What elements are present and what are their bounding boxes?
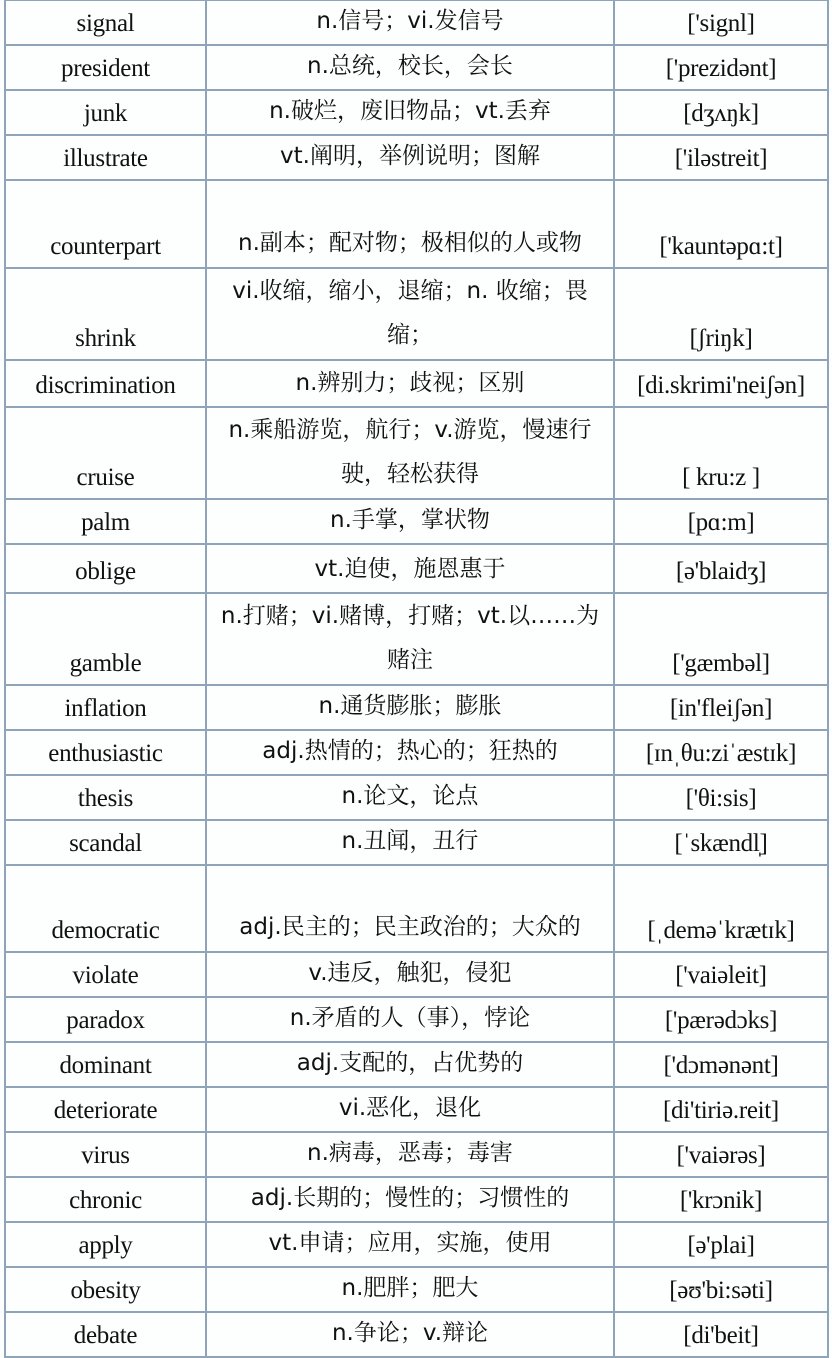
phonetic-cell: ['krɔnik] xyxy=(614,1177,828,1222)
meaning-cell: adj.支配的，占优势的 xyxy=(206,1042,614,1087)
table-row xyxy=(5,180,828,268)
phonetic-cell: [ʃriŋk] xyxy=(614,268,828,360)
meaning-cell: n.丑闻，丑行 xyxy=(206,820,614,865)
meaning-cell: v.违反，触犯，侵犯 xyxy=(206,952,614,997)
meaning-cell: n.争论；v.辩论 xyxy=(206,1312,614,1357)
word-cell: junk xyxy=(5,90,206,135)
meaning-cell: n.总统，校长，会长 xyxy=(206,45,614,90)
phonetic-cell: ['prezidənt] xyxy=(614,45,828,90)
table-row xyxy=(5,407,828,499)
word-cell: president xyxy=(5,45,206,90)
table-row xyxy=(5,997,828,1042)
meaning-cell: vt.申请；应用，实施，使用 xyxy=(206,1222,614,1267)
table-row xyxy=(5,685,828,730)
phonetic-cell: [di.skrimi'neiʃən] xyxy=(614,360,828,407)
phonetic-cell: ['vaiəleit] xyxy=(614,952,828,997)
phonetic-cell: [di'tiriə.reit] xyxy=(614,1087,828,1132)
word-cell: shrink xyxy=(5,268,206,360)
word-cell: counterpart xyxy=(5,180,206,268)
phonetic-cell: ['θi:sis] xyxy=(614,775,828,820)
table-row xyxy=(5,1042,828,1087)
meaning-cell: n.辨别力；歧视；区别 xyxy=(206,360,614,407)
word-cell: deteriorate xyxy=(5,1087,206,1132)
meaning-cell: vi.收缩，缩小，退缩；n. 收缩；畏缩； xyxy=(206,268,614,360)
phonetic-cell: ['dɔmənənt] xyxy=(614,1042,828,1087)
table-row xyxy=(5,268,828,360)
phonetic-cell: [ˌdeməˈkrætɪk] xyxy=(614,865,828,952)
meaning-cell: n.矛盾的人（事），悖论 xyxy=(206,997,614,1042)
meaning-cell: vt.阐明，举例说明；图解 xyxy=(206,135,614,180)
phonetic-cell: [ə'blaidʒ] xyxy=(614,544,828,593)
meaning-cell: adj.民主的；民主政治的；大众的 xyxy=(206,865,614,952)
phonetic-cell: [ə'plai] xyxy=(614,1222,828,1267)
word-cell: paradox xyxy=(5,997,206,1042)
meaning-cell: adj.长期的；慢性的；习惯性的 xyxy=(206,1177,614,1222)
table-row xyxy=(5,544,828,593)
table-row xyxy=(5,1267,828,1312)
word-cell: virus xyxy=(5,1132,206,1177)
meaning-cell: n.打赌；vi.赌博，打赌；vt.以……为赌注 xyxy=(206,593,614,685)
phonetic-cell: ['iləstreit] xyxy=(614,135,828,180)
word-cell: apply xyxy=(5,1222,206,1267)
table-row xyxy=(5,1132,828,1177)
table-row xyxy=(5,952,828,997)
table-row xyxy=(5,730,828,775)
meaning-cell: n.肥胖；肥大 xyxy=(206,1267,614,1312)
table-row xyxy=(5,820,828,865)
phonetic-cell: [ɪnˌθu:ziˈæstɪk] xyxy=(614,730,828,775)
phonetic-cell: [in'fleiʃən] xyxy=(614,685,828,730)
table-row xyxy=(5,865,828,952)
word-cell: debate xyxy=(5,1312,206,1357)
word-cell: inflation xyxy=(5,685,206,730)
word-cell: cruise xyxy=(5,407,206,499)
phonetic-cell: [əʊ'bi:səti] xyxy=(614,1267,828,1312)
word-cell: scandal xyxy=(5,820,206,865)
meaning-cell: vt.迫使，施恩惠于 xyxy=(206,544,614,593)
meaning-cell: n.病毒，恶毒；毒害 xyxy=(206,1132,614,1177)
word-cell: enthusiastic xyxy=(5,730,206,775)
word-cell: thesis xyxy=(5,775,206,820)
phonetic-cell: [pɑ:m] xyxy=(614,499,828,544)
phonetic-cell: ['vaiərəs] xyxy=(614,1132,828,1177)
meaning-cell: adj.热情的；热心的；狂热的 xyxy=(206,730,614,775)
meaning-cell: n.破烂，废旧物品；vt.丢弃 xyxy=(206,90,614,135)
table-row xyxy=(5,0,828,45)
word-cell: oblige xyxy=(5,544,206,593)
meaning-cell: n.通货膨胀；膨胀 xyxy=(206,685,614,730)
meaning-cell: vi.恶化，退化 xyxy=(206,1087,614,1132)
phonetic-cell: [dʒʌŋk] xyxy=(614,90,828,135)
meaning-cell: n.信号；vi.发信号 xyxy=(206,0,614,45)
table-row xyxy=(5,360,828,407)
phonetic-cell: ['kauntəpɑ:t] xyxy=(614,180,828,268)
word-cell: democratic xyxy=(5,865,206,952)
meaning-cell: n.手掌，掌状物 xyxy=(206,499,614,544)
word-cell: gamble xyxy=(5,593,206,685)
phonetic-cell: ['signl] xyxy=(614,0,828,45)
table-row xyxy=(5,593,828,685)
meaning-cell: n.论文，论点 xyxy=(206,775,614,820)
meaning-cell: n.副本；配对物；极相似的人或物 xyxy=(206,180,614,268)
word-cell: illustrate xyxy=(5,135,206,180)
phonetic-cell: [di'beit] xyxy=(614,1312,828,1357)
table-row xyxy=(5,1222,828,1267)
word-cell: chronic xyxy=(5,1177,206,1222)
phonetic-cell: [ kru:z ] xyxy=(614,407,828,499)
word-cell: discrimination xyxy=(5,360,206,407)
table-row xyxy=(5,135,828,180)
word-cell: palm xyxy=(5,499,206,544)
table-row xyxy=(5,90,828,135)
table-row xyxy=(5,1087,828,1132)
table-row xyxy=(5,499,828,544)
phonetic-cell: ['gæmbəl] xyxy=(614,593,828,685)
word-cell: dominant xyxy=(5,1042,206,1087)
table-row xyxy=(5,1312,828,1357)
phonetic-cell: ['pærədɔks] xyxy=(614,997,828,1042)
vocabulary-table-body xyxy=(5,0,828,1357)
table-row xyxy=(5,775,828,820)
phonetic-cell: [ˈskændl̩] xyxy=(614,820,828,865)
meaning-cell: n.乘船游览，航行；v.游览，慢速行驶，轻松获得 xyxy=(206,407,614,499)
word-cell: obesity xyxy=(5,1267,206,1312)
word-cell: signal xyxy=(5,0,206,45)
table-row xyxy=(5,1177,828,1222)
table-row xyxy=(5,45,828,90)
word-cell: violate xyxy=(5,952,206,997)
vocabulary-table xyxy=(4,0,829,1358)
